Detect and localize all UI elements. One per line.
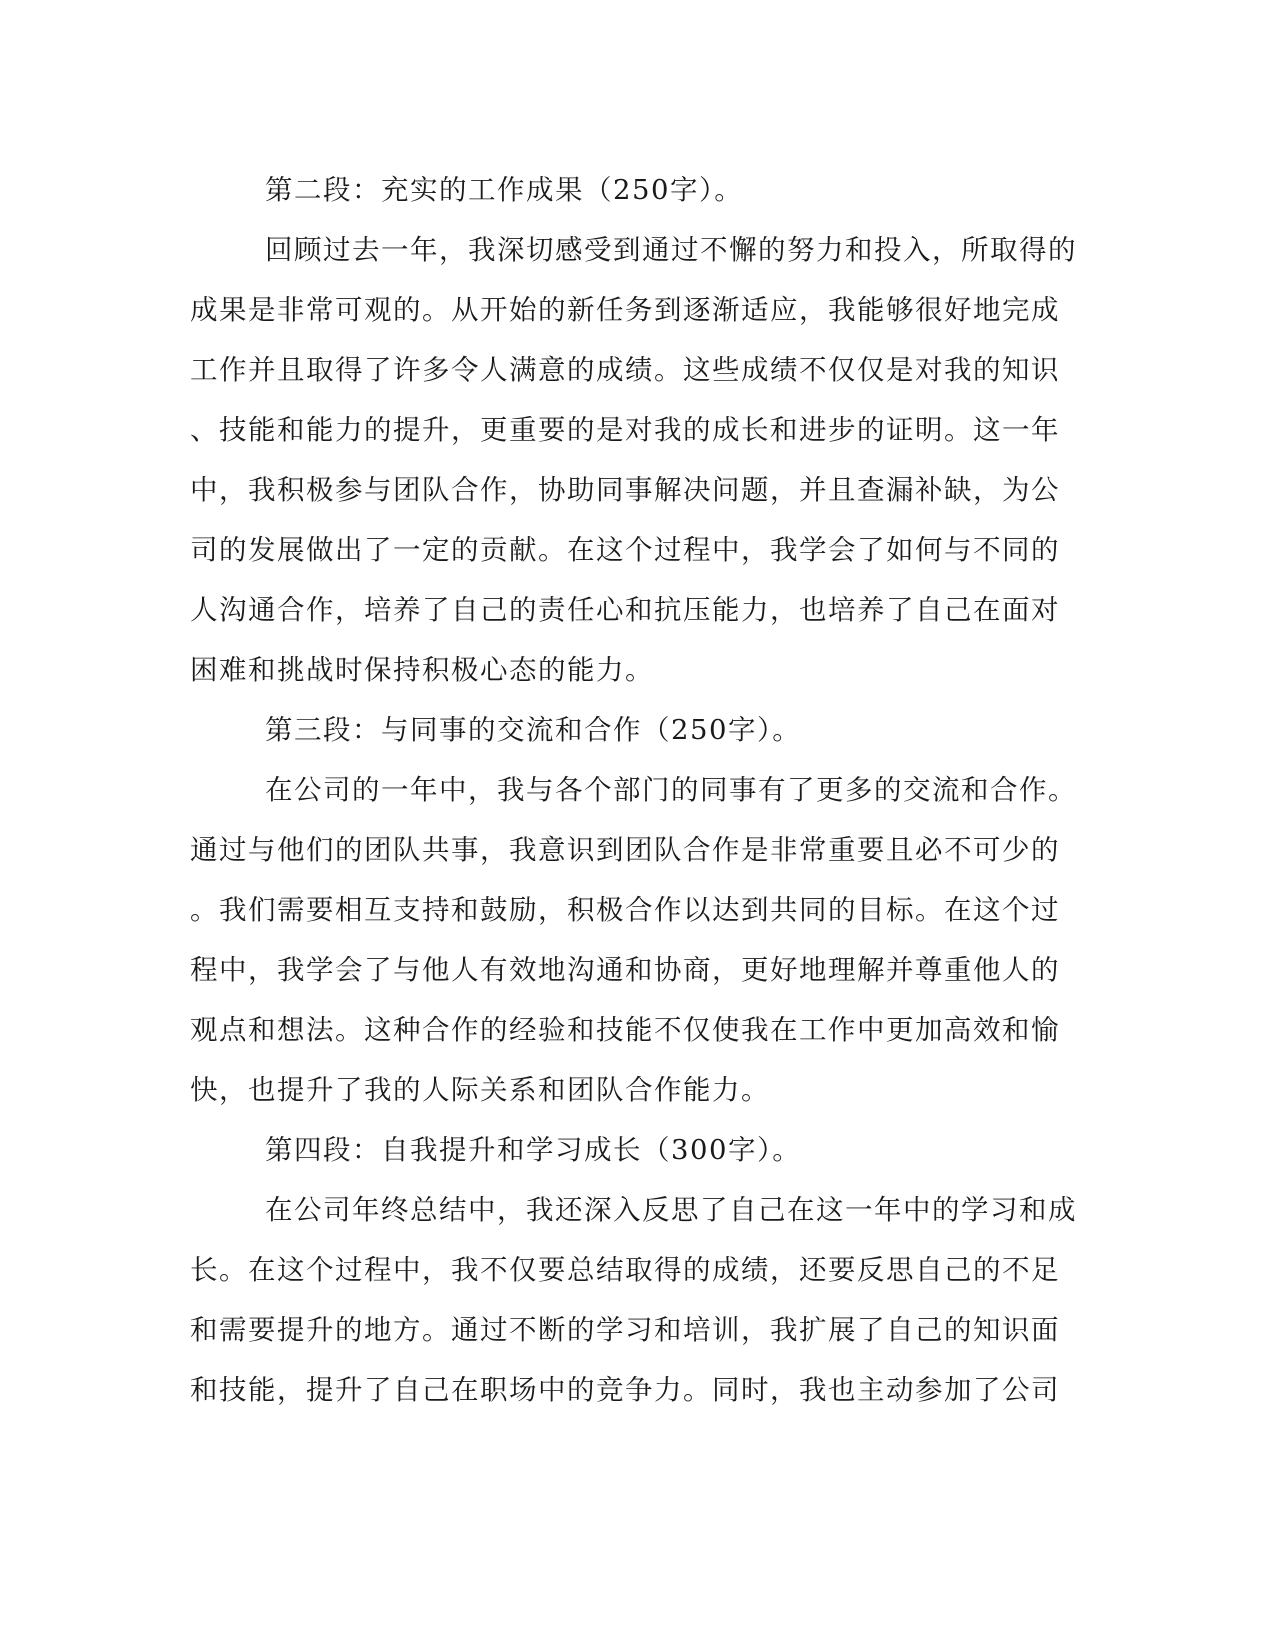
paragraph-line: 程中，我学会了与他人有效地沟通和协商，更好地理解并尊重他人的: [190, 954, 1060, 986]
paragraph-line: 观点和想法。这种合作的经验和技能不仅使我在工作中更加高效和愉: [190, 1014, 1060, 1046]
paragraph-line: 困难和挑战时保持积极心态的能力。: [190, 654, 654, 686]
paragraph-line: 在公司年终总结中，我还深入反思了自己在这一年中的学习和成: [265, 1194, 1077, 1226]
section-heading-3: 第三段：与同事的交流和合作（250字）。: [265, 714, 802, 746]
paragraph-line: 和技能，提升了自己在职场中的竞争力。同时，我也主动参加了公司: [190, 1374, 1060, 1406]
paragraph-line: 在公司的一年中，我与各个部门的同事有了更多的交流和合作。: [265, 774, 1077, 806]
paragraph-line: 回顾过去一年，我深切感受到通过不懈的努力和投入，所取得的: [265, 234, 1077, 266]
paragraph-line: 成果是非常可观的。从开始的新任务到逐渐适应，我能够很好地完成: [190, 294, 1060, 326]
paragraph-line: 快，也提升了我的人际关系和团队合作能力。: [190, 1074, 770, 1106]
paragraph-line: 通过与他们的团队共事，我意识到团队合作是非常重要且必不可少的: [190, 834, 1060, 866]
paragraph-line: 工作并且取得了许多令人满意的成绩。这些成绩不仅仅是对我的知识: [190, 354, 1060, 386]
paragraph-line: 人沟通合作，培养了自己的责任心和抗压能力，也培养了自己在面对: [190, 594, 1060, 626]
paragraph-line: 、技能和能力的提升，更重要的是对我的成长和进步的证明。这一年: [190, 414, 1060, 446]
section-heading-4: 第四段：自我提升和学习成长（300字）。: [265, 1134, 802, 1166]
paragraph-line: 。我们需要相互支持和鼓励，积极合作以达到共同的目标。在这个过: [190, 894, 1060, 926]
paragraph-line: 长。在这个过程中，我不仅要总结取得的成绩，还要反思自己的不足: [190, 1254, 1060, 1286]
document-body: [190, 160, 1080, 1420]
paragraph-line: 中，我积极参与团队合作，协助同事解决问题，并且查漏补缺，为公: [190, 474, 1060, 506]
paragraph-line: 司的发展做出了一定的贡献。在这个过程中，我学会了如何与不同的: [190, 534, 1060, 566]
section-heading-2: 第二段：充实的工作成果（250字）。: [265, 174, 744, 206]
paragraph-line: 和需要提升的地方。通过不断的学习和培训，我扩展了自己的知识面: [190, 1314, 1060, 1346]
